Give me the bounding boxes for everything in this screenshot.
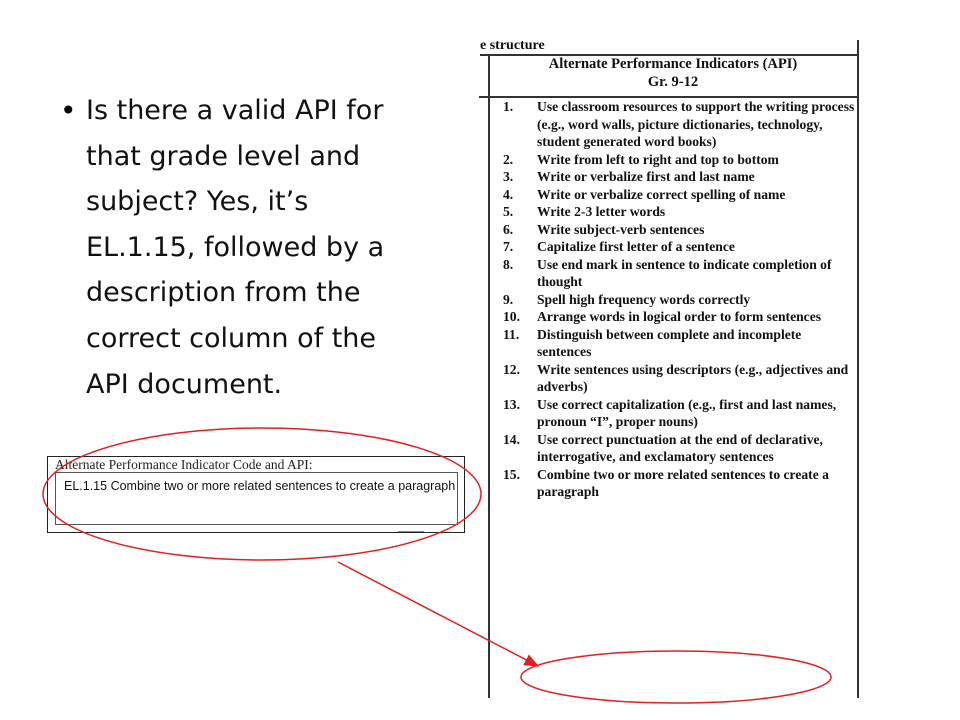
api-item-text: Write 2-3 letter words [537,204,666,219]
api-item-number: 10. [503,309,520,324]
api-list-item [503,396,855,431]
api-item-text: Use classroom resources to support the writing process (e.g., word walls, picture dictionaries, technology, student generated word books) [537,99,855,149]
api-list-item [503,98,855,151]
api-item-number: 5. [503,204,514,219]
api-item-text: Combine two or more related sentences to create a paragraph [537,466,829,499]
bullet-marker: • [60,94,77,127]
api-item-text: Distinguish between complete and incomplete sentences [537,326,802,359]
api-item-text: Write subject-verb sentences [537,221,705,237]
api-item-text: Write sentences using descriptors (e.g., adjectives and adverbs) [537,361,849,394]
api-item-text: Arrange words in logical order to form sentences [537,309,822,324]
table-header-grade: Gr. 9-12 [647,74,699,90]
api-item-text: Use end mark in sentence to indicate completion of thought [537,256,832,289]
api-item-number: 1. [503,99,514,114]
api-item-number: 11. [503,326,520,342]
api-list-item [503,466,855,501]
api-item-number: 14. [503,431,520,447]
api-list [503,98,855,501]
api-list-item [503,361,855,396]
api-item-number: 6. [503,221,514,237]
api-list-item [503,186,855,204]
api-item-number: 12. [503,361,520,377]
api-code-box [47,456,465,533]
api-item-number: 8. [503,256,514,272]
api-list-item [503,326,855,361]
api-item-number: 7. [503,239,514,254]
api-item-text: Spell high frequency words correctly [537,291,751,307]
api-list-item [503,238,855,256]
bullet-point [60,88,420,407]
api-item-number: 2. [503,151,514,167]
table-left-rule [488,54,490,698]
api-table-scan [479,38,864,698]
api-item-text: Use correct punctuation at the end of declarative, interrogative, and exclamatory sentences [537,431,823,464]
api-item-text: Use correct capitalization (e.g., first and last names, pronoun “I”, proper nouns) [537,396,837,429]
api-item-number: 9. [503,291,514,307]
api-list-item [503,221,855,239]
api-item-number: 4. [503,186,514,202]
table-header-title: Alternate Performance Indicators (API) [548,56,798,72]
api-item-number: 13. [503,396,520,412]
api-item-number: 3. [503,169,514,184]
table-header [489,55,857,91]
api-item-text: Write or verbalize correct spelling of name [537,186,786,202]
api-list-item [503,291,855,309]
api-list-item [503,203,855,221]
api-list-item [503,256,855,291]
api-list-item [503,431,855,466]
api-item-text: Write or verbalize first and last name [537,169,755,184]
api-item-text: Capitalize first letter of a sentence [537,239,735,254]
api-code-label: Alternate Performance Indicator Code and API: [55,457,313,472]
api-list-item [503,308,855,326]
api-code-value: EL.1.15 Combine two or more related sentences to create a paragraph [64,479,456,493]
scan-mark [398,531,424,532]
table-right-rule [857,40,859,698]
bullet-text: Is there a valid API for that grade level and subject? Yes, it’s EL.1.15, followed by a description from the correct column of the API document. [86,95,385,400]
api-list-item [503,151,855,169]
partial-heading: e structure [480,38,545,53]
api-list-item [503,168,855,186]
api-item-number: 15. [503,466,520,482]
api-code-field [55,472,458,525]
api-item-text: Write from left to right and top to bottom [537,151,779,167]
